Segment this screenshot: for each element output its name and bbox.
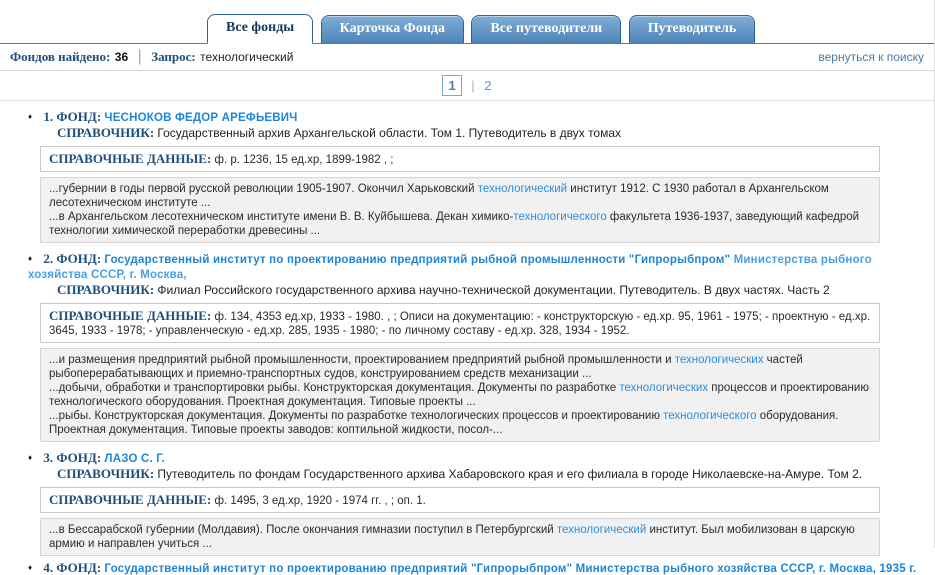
fond-label: ФОНД: xyxy=(56,560,102,575)
reference-data-label: СПРАВОЧНЫЕ ДАННЫЕ: xyxy=(49,151,212,166)
results-header xyxy=(0,44,934,71)
page-2-link[interactable]: 2 xyxy=(484,78,492,93)
snippet-box xyxy=(40,518,880,556)
snippet-text: ...рыбы. Конструкторская документация. Документы по разработке технологических процессов и проектированию xyxy=(49,410,664,422)
bullet-diamond-icon: ♦ xyxy=(28,453,33,462)
results-summary xyxy=(10,48,293,66)
search-term-highlight[interactable]: технологический xyxy=(477,183,568,195)
tab-all-funds[interactable]: Все фонды xyxy=(207,14,313,44)
entry-title xyxy=(28,109,934,124)
snippet-line xyxy=(49,409,871,437)
reference-data-text: ф. 134, 4353 ед.хр, 1933 - 1980. , ; Описи на документацию: - конструкторскую - ед.хр. 95, 1961 - 1975; - проектную - ед.хр. 3645, 1933 - 1978; - управленческую - ед.хр. 285, 1935 - 1980; - по личному составу - ед.хр. 328, 1934 - 1952. xyxy=(49,311,871,337)
tab-guide[interactable]: Путеводитель xyxy=(629,15,756,43)
search-term-highlight[interactable]: технологического xyxy=(513,211,607,223)
reference-data-box xyxy=(40,303,880,343)
found-label: Фондов найдено: xyxy=(10,49,111,64)
snippet-text: ...в Бессарабской губернии (Молдавия). После окончания гимназии поступил в Петербургский xyxy=(49,524,557,536)
found-count: 36 xyxy=(114,50,129,64)
query-label: Запрос: xyxy=(151,49,196,64)
snippet-text: факультета 1936-1937, заведующий кафедрой технологии химической переработки древесины ... xyxy=(49,211,860,237)
result-entry xyxy=(28,560,934,575)
page-separator: | xyxy=(471,78,475,93)
reference-data-box xyxy=(40,146,880,172)
reference-data-text: ф. р. 1236, 15 ед.хр, 1899-1982 , ; xyxy=(214,154,394,166)
snippet-line xyxy=(49,523,871,551)
spravochnik-label: СПРАВОЧНИК: xyxy=(57,282,155,297)
tab-bar xyxy=(0,0,934,44)
snippet-line xyxy=(49,381,871,409)
spravochnik-text: Филиал Российского государственного архива научно-технической документации. Путеводитель. В двух частях. Часть 2 xyxy=(157,283,830,297)
fond-name-link[interactable] xyxy=(104,563,916,575)
tab-fund-card[interactable]: Карточка Фонда xyxy=(321,15,464,43)
fond-label: ФОНД: xyxy=(56,109,102,124)
snippet-text: оборудования. Проектная документация. Типовые проекты заводов: коптильной жидкости, посол-... xyxy=(49,410,839,436)
fond-name-link[interactable] xyxy=(104,453,165,465)
snippet-text: частей рыбоперерабатывающих и приемно-транспортных судов, конструированием средств механизации ... xyxy=(49,354,803,380)
header-separator: | xyxy=(137,48,142,65)
snippet-line xyxy=(49,210,871,238)
spravochnik-text: Государственный архив Архангельской области. Том 1. Путеводитель в двух томах xyxy=(157,126,622,140)
reference-data-text: ф. 1495, 3 ед.хр, 1920 - 1974 гг. , ; оп. 1. xyxy=(214,495,426,507)
snippet-text: процессов и проектированию технологического оборудования. Проектная документация. Типовые проекты ... xyxy=(49,382,869,408)
query-value: технологический xyxy=(200,50,294,64)
fond-label: ФОНД: xyxy=(56,251,102,266)
fond-name-part: ЧЕСНОКОВ ФЕДОР АРЕФЬЕВИЧ xyxy=(104,112,298,124)
result-entry xyxy=(28,109,934,243)
reference-data-label: СПРАВОЧНЫЕ ДАННЫЕ: xyxy=(49,492,212,507)
fond-label: ФОНД: xyxy=(56,450,102,465)
snippet-text: ...добычи, обработки и транспортировки рыбы. Конструкторская документация. Документы по разработке xyxy=(49,382,620,394)
pagination xyxy=(0,71,934,101)
entry-title xyxy=(28,450,934,465)
fond-name-part: Государственный институт по проектированию предприятий "Гипрорыбпром" Министерства рыбного хозяйства СССР, г. Москва, 1935 г. xyxy=(104,563,917,575)
spravochnik-label: СПРАВОЧНИК: xyxy=(57,125,155,140)
entry-number: 2. xyxy=(43,251,54,266)
snippet-text: институт 1912. С 1930 работал в Архангельском лесотехническом институте ... xyxy=(49,183,829,209)
snippet-text: институт. Был мобилизован в царскую армию и направлен учиться ... xyxy=(49,524,855,550)
snippet-line xyxy=(49,182,871,210)
snippet-text: ...губернии в годы первой русской революции 1905-1907. Окончил Харьковский xyxy=(49,183,478,195)
fond-name-link[interactable] xyxy=(104,112,297,124)
entry-title xyxy=(28,560,934,575)
fond-name-part: ЛАЗО С. Г. xyxy=(104,453,165,465)
bullet-diamond-icon: ♦ xyxy=(28,563,33,572)
result-entry xyxy=(28,251,934,442)
snippet-box xyxy=(40,177,880,243)
snippet-box xyxy=(40,348,880,442)
result-entry xyxy=(28,450,934,556)
back-to-search-link[interactable]: вернуться к поиску xyxy=(818,50,924,64)
reference-data-label: СПРАВОЧНЫЕ ДАННЫЕ: xyxy=(49,308,212,323)
snippet-text: ...и размещения предприятий рыбной промышленности, проектированием предприятий рыбной промышленности и xyxy=(49,354,675,366)
fond-name-part: Государственный институт по проектированию предприятий рыбной промышленности "Гипрорыбпром" xyxy=(104,254,734,266)
entry-number: 3. xyxy=(43,450,54,465)
bullet-diamond-icon: ♦ xyxy=(28,112,33,121)
results-list xyxy=(0,109,934,575)
snippet-text: ...в Архангельском лесотехническом институте имени В. В. Куйбышева. Декан химико- xyxy=(49,211,514,223)
entry-number: 1. xyxy=(43,109,54,124)
search-term-highlight[interactable]: технологических xyxy=(619,382,709,394)
spravochnik-line xyxy=(57,125,934,141)
spravochnik-line xyxy=(57,282,934,298)
spravochnik-text: Путеводитель по фондам Государственного архива Хабаровского края и его филиала в городе Николаевске-на-Амуре. Том 2. xyxy=(157,467,863,481)
reference-data-box xyxy=(40,487,880,513)
spravochnik-line xyxy=(57,466,934,482)
page-current: 1 xyxy=(442,75,461,96)
entry-number: 4. xyxy=(43,560,54,575)
fond-name-link[interactable] xyxy=(28,254,872,281)
search-term-highlight[interactable]: технологического xyxy=(663,410,757,422)
entry-title xyxy=(28,251,934,281)
search-term-highlight[interactable]: технологический xyxy=(556,524,647,536)
bullet-diamond-icon: ♦ xyxy=(28,254,33,263)
spravochnik-label: СПРАВОЧНИК: xyxy=(57,466,155,481)
fond-name-part: Министерства рыбного хозяйства СССР, г. Москва, xyxy=(28,254,872,281)
search-term-highlight[interactable]: технологических xyxy=(674,354,764,366)
tab-all-guides[interactable]: Все путеводители xyxy=(471,15,621,43)
snippet-line xyxy=(49,353,871,381)
